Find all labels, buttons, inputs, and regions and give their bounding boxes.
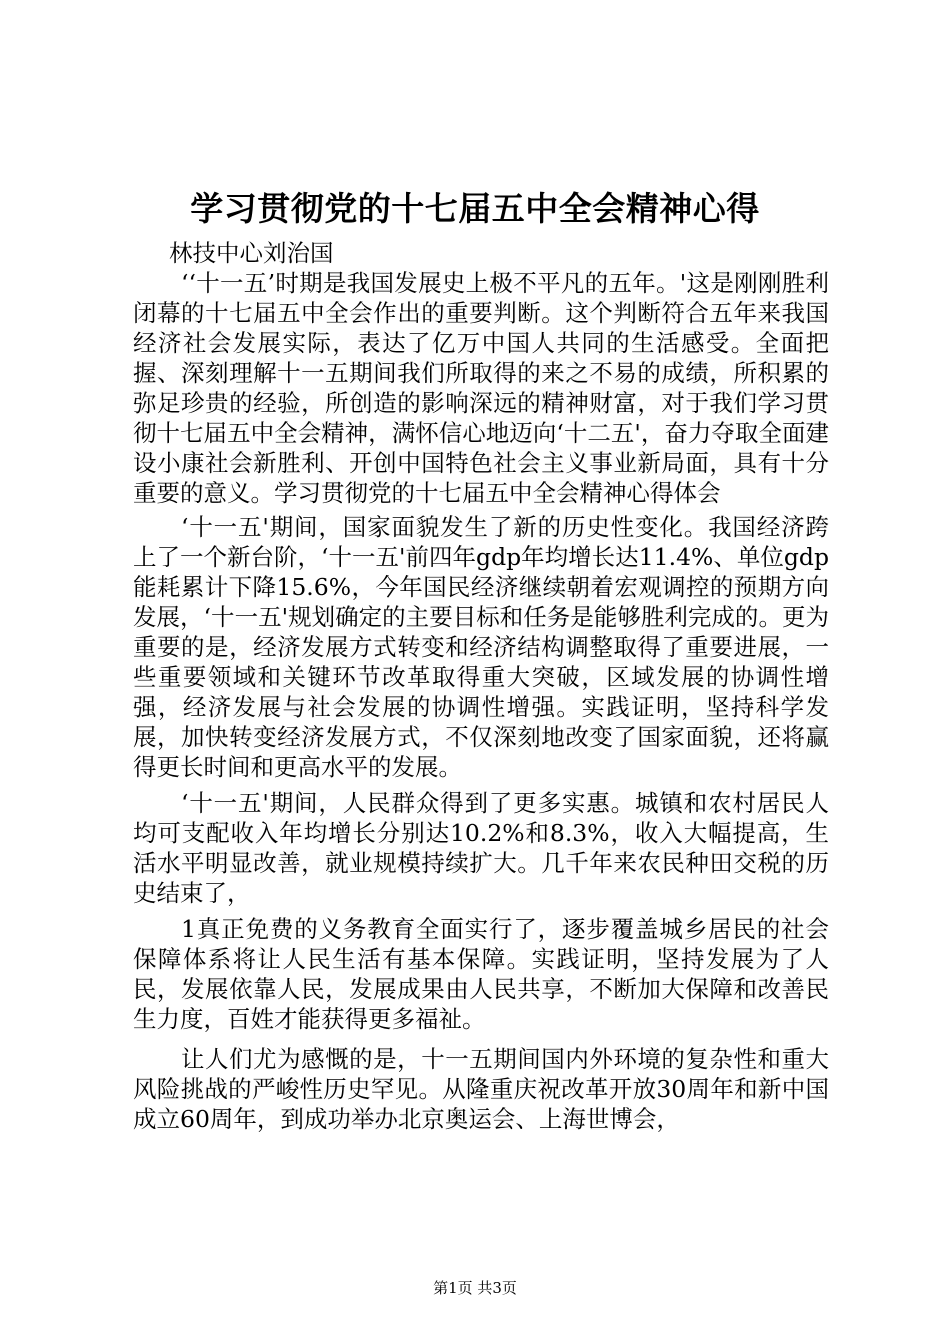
document-title: 学习贯彻党的十七届五中全会精神心得 <box>190 189 760 228</box>
paragraph-5: 让人们尤为感慨的是，十一五期间国内外环境的复杂性和重大风险挑战的严峻性历史罕见。从隆重庆祝改革开放30周年和新中国成立60周年，到成功举办北京奥运会、上海世博会， <box>133 1045 829 1133</box>
paragraph-3: ‘十一五'期间，人民群众得到了更多实惠。城镇和农村居民人均可支配收入年均增长分别达10.2%和8.3%，收入大幅提高，生活水平明显改善，就业规模持续扩大。几千年来农民种田交税的历史结束了， <box>133 789 829 907</box>
paragraph-4: 1真正免费的义务教育全面实行了，逐步覆盖城乡居民的社会保障体系将让人民生活有基本保障。实践证明，坚持发展为了人民，发展依靠人民，发展成果由人民共享，不断加大保障和改善民生力度，百姓才能获得更多福祉。 <box>133 915 829 1033</box>
document-body <box>133 238 829 1134</box>
page-number-footer: 第1页 共3页 <box>433 1279 517 1297</box>
paragraph-2: ‘十一五'期间，国家面貌发生了新的历史性变化。我国经济跨上了一个新台阶，‘十一五'前四年gdp年均增长达11.4%、单位gdp能耗累计下降15.6%，今年国民经济继续朝着宏观调控的预期方向发展，‘十一五'规划确定的主要目标和任务是能够胜利完成的。更为重要的是，经济发展方式转变和经济结构调整取得了重要进展，一些重要领域和关键环节改革取得重大突破，区域发展的协调性增强，经济发展与社会发展的协调性增强。实践证明，坚持科学发展，加快转变经济发展方式，不仅深刻地改变了国家面貌，还将赢得更长时间和更高水平的发展。 <box>133 513 829 781</box>
author-line: 林技中心刘治国 <box>169 239 334 267</box>
paragraph-1: ‘‘十一五’时期是我国发展史上极不平凡的五年。'这是刚刚胜利闭幕的十七届五中全会作出的重要判断。这个判断符合五年来我国经济社会发展实际，表达了亿万中国人共同的生活感受。全面把握、深刻理解十一五期间我们所取得的来之不易的成绩，所积累的弥足珍贵的经验，所创造的影响深远的精神财富，对于我们学习贯彻十七届五中全会精神，满怀信心地迈向‘十二五'，奋力夺取全面建设小康社会新胜利、开创中国特色社会主义事业新局面，具有十分重要的意义。学习贯彻党的十七届五中全会精神心得体会 <box>133 269 829 507</box>
